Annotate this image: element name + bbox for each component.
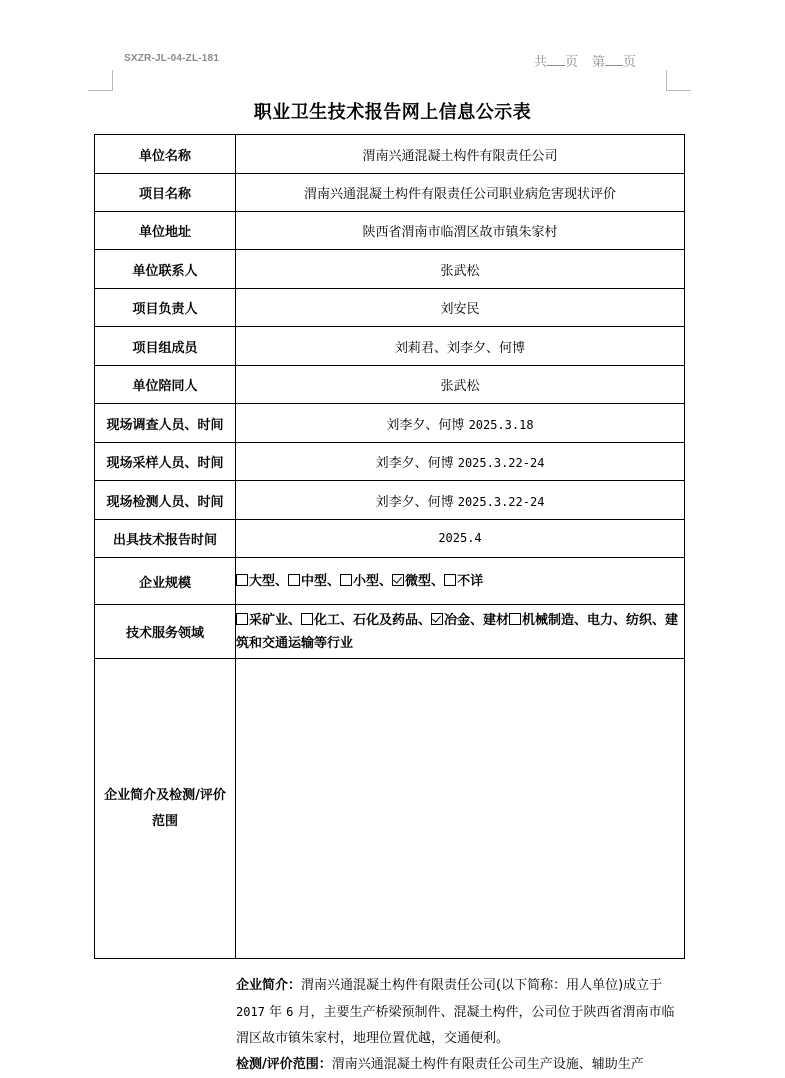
intro-text: 月，主要生产桥梁预制件、混凝土构件，公司位于陕西省渭南市临渭区故市镇朱家村，地理位置优越，交通便利。 xyxy=(236,1005,675,1046)
row-value xyxy=(236,443,685,481)
scale-options xyxy=(236,558,685,605)
intro-month: 6 xyxy=(286,1005,294,1019)
row-value: 渭南兴通混凝土构件有限责任公司职业病危害现状评价 xyxy=(236,174,685,212)
table-row xyxy=(95,443,685,481)
staff-names: 刘李夕、何博 xyxy=(386,417,465,433)
row-label: 企业规模 xyxy=(95,558,236,605)
date-value: 2025.3.22-24 xyxy=(457,456,545,470)
table-row xyxy=(95,659,685,959)
domain-option-label: 冶金、建材 xyxy=(444,612,510,628)
row-label: 单位名称 xyxy=(95,135,236,174)
scope-heading: 检测/评价范围： xyxy=(236,1057,332,1072)
intro-text: 渭南兴通混凝土构件有限责任公司(以下简称：用人单位)成立于 xyxy=(301,978,663,993)
table-row xyxy=(95,174,685,212)
scale-checkbox-medium[interactable] xyxy=(288,574,300,586)
total-pages-blank xyxy=(547,53,565,66)
table-row xyxy=(95,481,685,520)
document-code: SXZR-JL-04-ZL-181 xyxy=(124,53,220,64)
scale-option-label: 中型、 xyxy=(301,573,341,589)
intro-heading: 企业简介： xyxy=(236,978,302,993)
current-prefix: 第 xyxy=(592,55,606,70)
page-suffix-1: 页 xyxy=(565,55,579,70)
domain-checkbox-machinery[interactable] xyxy=(509,613,521,625)
row-label: 项目负责人 xyxy=(95,289,236,327)
table-row xyxy=(95,404,685,443)
domain-option-label: 机械制造、电力、纺织、建筑和交通运输等行业 xyxy=(236,612,679,651)
table-row xyxy=(95,135,685,174)
date-value: 2025.3.22-24 xyxy=(457,494,545,509)
row-value: 张武松 xyxy=(236,366,685,404)
domain-checkbox-metallurgy[interactable] xyxy=(431,613,443,625)
row-value xyxy=(236,481,685,520)
row-label: 单位陪同人 xyxy=(95,366,236,404)
row-label: 项目组成员 xyxy=(95,327,236,366)
row-value xyxy=(236,520,685,558)
table-row xyxy=(95,289,685,327)
staff-names: 刘李夕、何博 xyxy=(375,494,454,510)
scale-checkbox-small[interactable] xyxy=(340,574,352,586)
intro-text: 年 xyxy=(264,1005,287,1020)
table-row xyxy=(95,212,685,250)
row-value: 张武松 xyxy=(236,250,685,289)
row-label: 现场调查人员、时间 xyxy=(95,404,236,443)
domain-option-label: 采矿业、 xyxy=(249,612,302,628)
table-row xyxy=(95,250,685,289)
scale-checkbox-micro[interactable] xyxy=(392,574,404,586)
margin-corner-mark-left xyxy=(88,70,113,91)
domain-option-label: 化工、石化及药品、 xyxy=(314,612,432,628)
table-row xyxy=(95,366,685,404)
domain-checkbox-chemical[interactable] xyxy=(301,613,313,625)
row-value: 陕西省渭南市临渭区故市镇朱家村 xyxy=(236,212,685,250)
scale-checkbox-large[interactable] xyxy=(236,574,248,586)
domain-checkbox-mining[interactable] xyxy=(236,613,248,625)
date-value: 2025.3.18 xyxy=(468,417,534,432)
scale-option-label: 小型、 xyxy=(353,573,393,589)
page-count xyxy=(534,51,636,70)
margin-corner-mark-right xyxy=(666,70,691,91)
row-label: 项目名称 xyxy=(95,174,236,212)
scale-checkbox-unknown[interactable] xyxy=(444,574,456,586)
current-page-blank xyxy=(605,53,623,66)
intro-cell xyxy=(236,659,685,1072)
row-value: 刘安民 xyxy=(236,289,685,327)
total-prefix: 共 xyxy=(534,55,548,70)
domain-options xyxy=(236,605,685,659)
row-value xyxy=(236,404,685,443)
row-label: 出具技术报告时间 xyxy=(95,520,236,558)
staff-names: 刘李夕、何博 xyxy=(375,456,454,471)
scale-option-label: 大型、 xyxy=(249,573,289,589)
row-label: 现场检测人员、时间 xyxy=(95,481,236,520)
table-row xyxy=(95,558,685,605)
document-title: 职业卫生技术报告网上信息公示表 xyxy=(253,102,532,123)
row-label: 单位地址 xyxy=(95,212,236,250)
table-row xyxy=(95,605,685,659)
page-suffix-2: 页 xyxy=(623,55,637,70)
intro-year: 2017 xyxy=(236,1005,265,1019)
table-row xyxy=(95,520,685,558)
scope-text: 渭南兴通混凝土构件有限责任公司生产设施、辅助生产 xyxy=(331,1057,644,1072)
scale-option-label: 不详 xyxy=(457,573,484,589)
row-label: 企业简介及检测/评价范围 xyxy=(95,659,236,959)
row-label: 技术服务领域 xyxy=(95,605,236,659)
row-label: 现场采样人员、时间 xyxy=(95,443,236,481)
row-label: 单位联系人 xyxy=(95,250,236,289)
info-table xyxy=(94,134,685,1072)
date-value: 2025.4 xyxy=(438,531,482,545)
table-row xyxy=(95,327,685,366)
row-value: 刘莉君、刘李夕、何博 xyxy=(236,327,685,366)
row-value: 渭南兴通混凝土构件有限责任公司 xyxy=(236,135,685,174)
scale-option-label: 微型、 xyxy=(405,573,445,589)
